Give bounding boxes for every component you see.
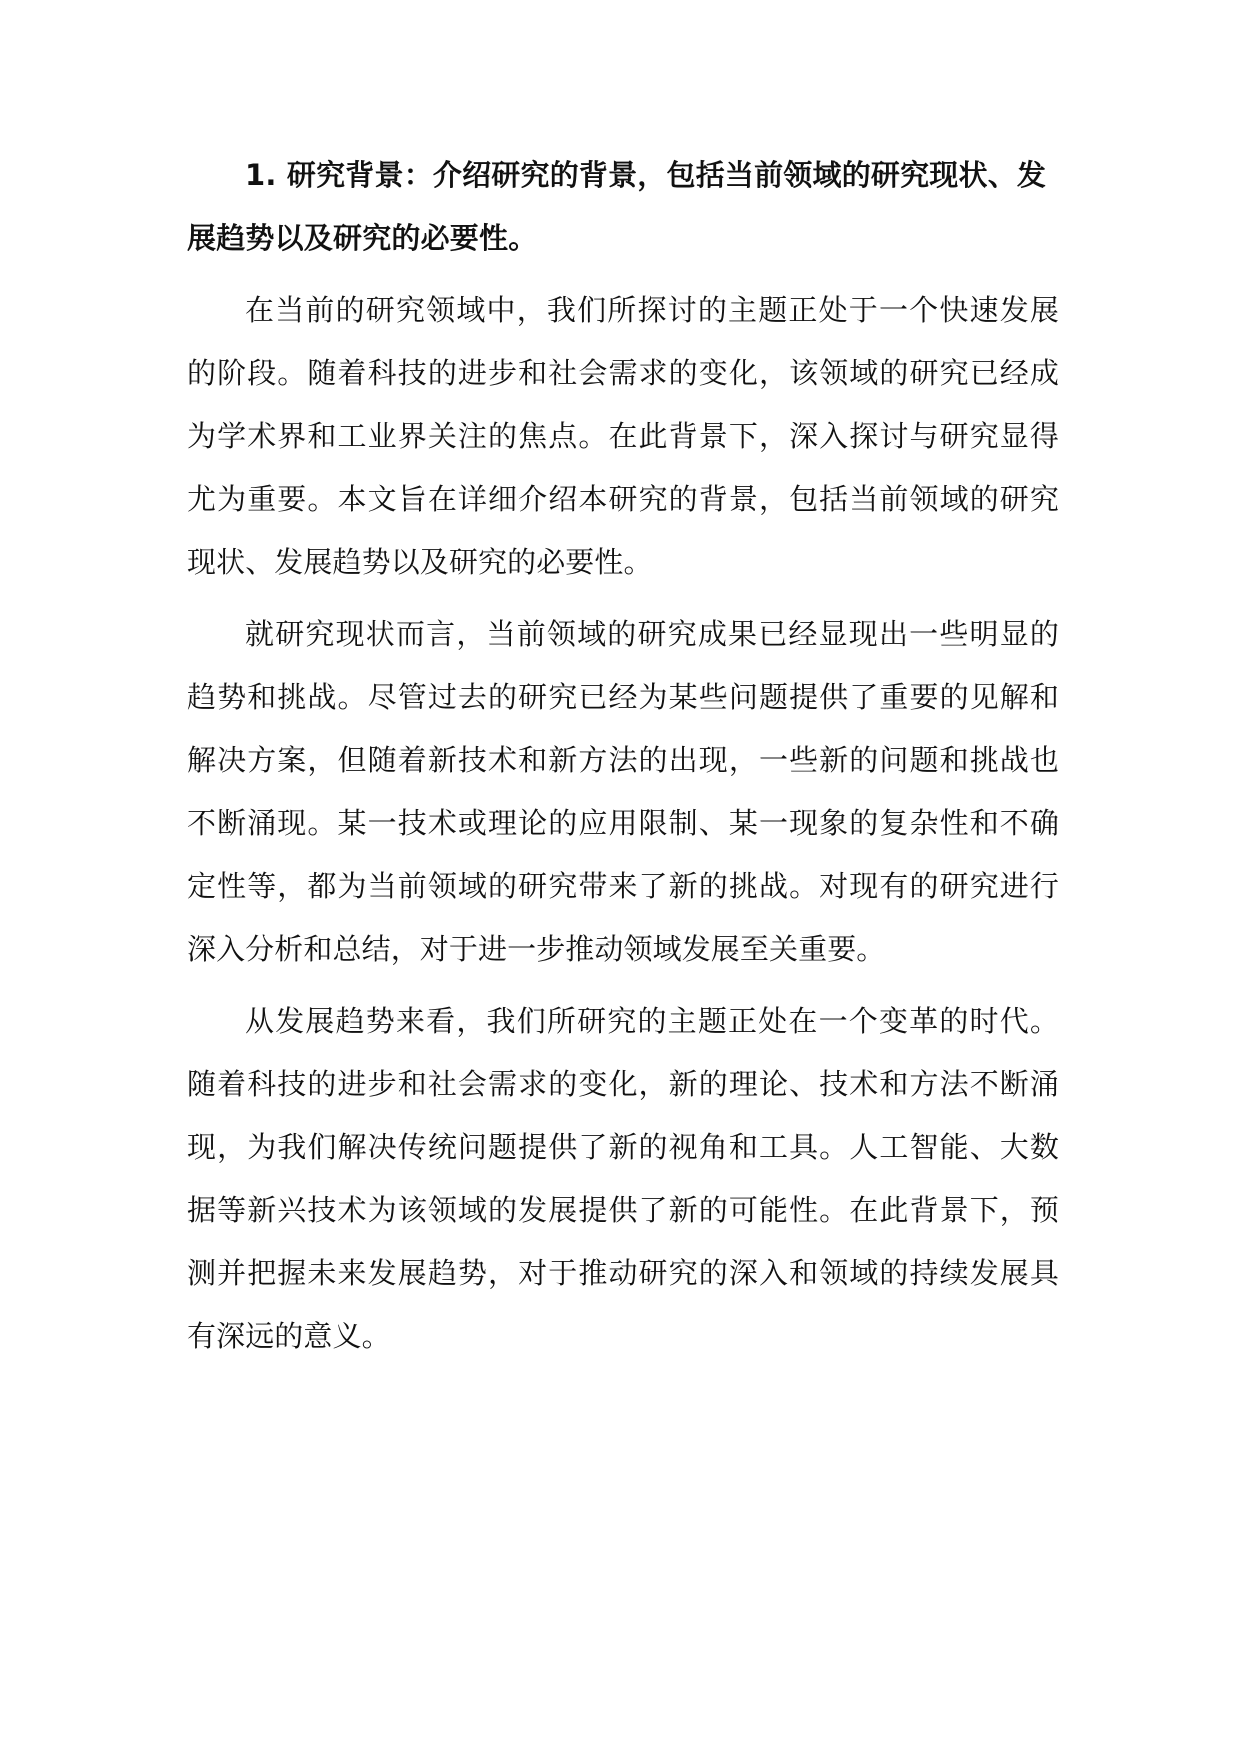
document-body — [187, 144, 1059, 1368]
body-paragraph-research-status: 就研究现状而言，当前领域的研究成果已经显现出一些明显的趋势和挑战。尽管过去的研究已经为某些问题提供了重要的见解和解决方案，但随着新技术和新方法的出现，一些新的问题和挑战也不断涌现。某一技术或理论的应用限制、某一现象的复杂性和不确定性等，都为当前领域的研究带来了新的挑战。对现有的研究进行深入分析和总结，对于进一步推动领域发展至关重要。 — [187, 617, 1059, 966]
section-heading: 1. 研究背景：介绍研究的背景，包括当前领域的研究现状、发展趋势以及研究的必要性。 — [187, 158, 1047, 255]
body-paragraph-background: 在当前的研究领域中，我们所探讨的主题正处于一个快速发展的阶段。随着科技的进步和社会需求的变化，该领域的研究已经成为学术界和工业界关注的焦点。在此背景下，深入探讨与研究显得尤为重要。本文旨在详细介绍本研究的背景，包括当前领域的研究现状、发展趋势以及研究的必要性。 — [187, 293, 1059, 579]
body-paragraph-development-trends: 从发展趋势来看，我们所研究的主题正处在一个变革的时代。随着科技的进步和社会需求的变化，新的理论、技术和方法不断涌现，为我们解决传统问题提供了新的视角和工具。人工智能、大数据等新兴技术为该领域的发展提供了新的可能性。在此背景下，预测并把握未来发展趋势，对于推动研究的深入和领域的持续发展具有深远的意义。 — [187, 1004, 1059, 1353]
